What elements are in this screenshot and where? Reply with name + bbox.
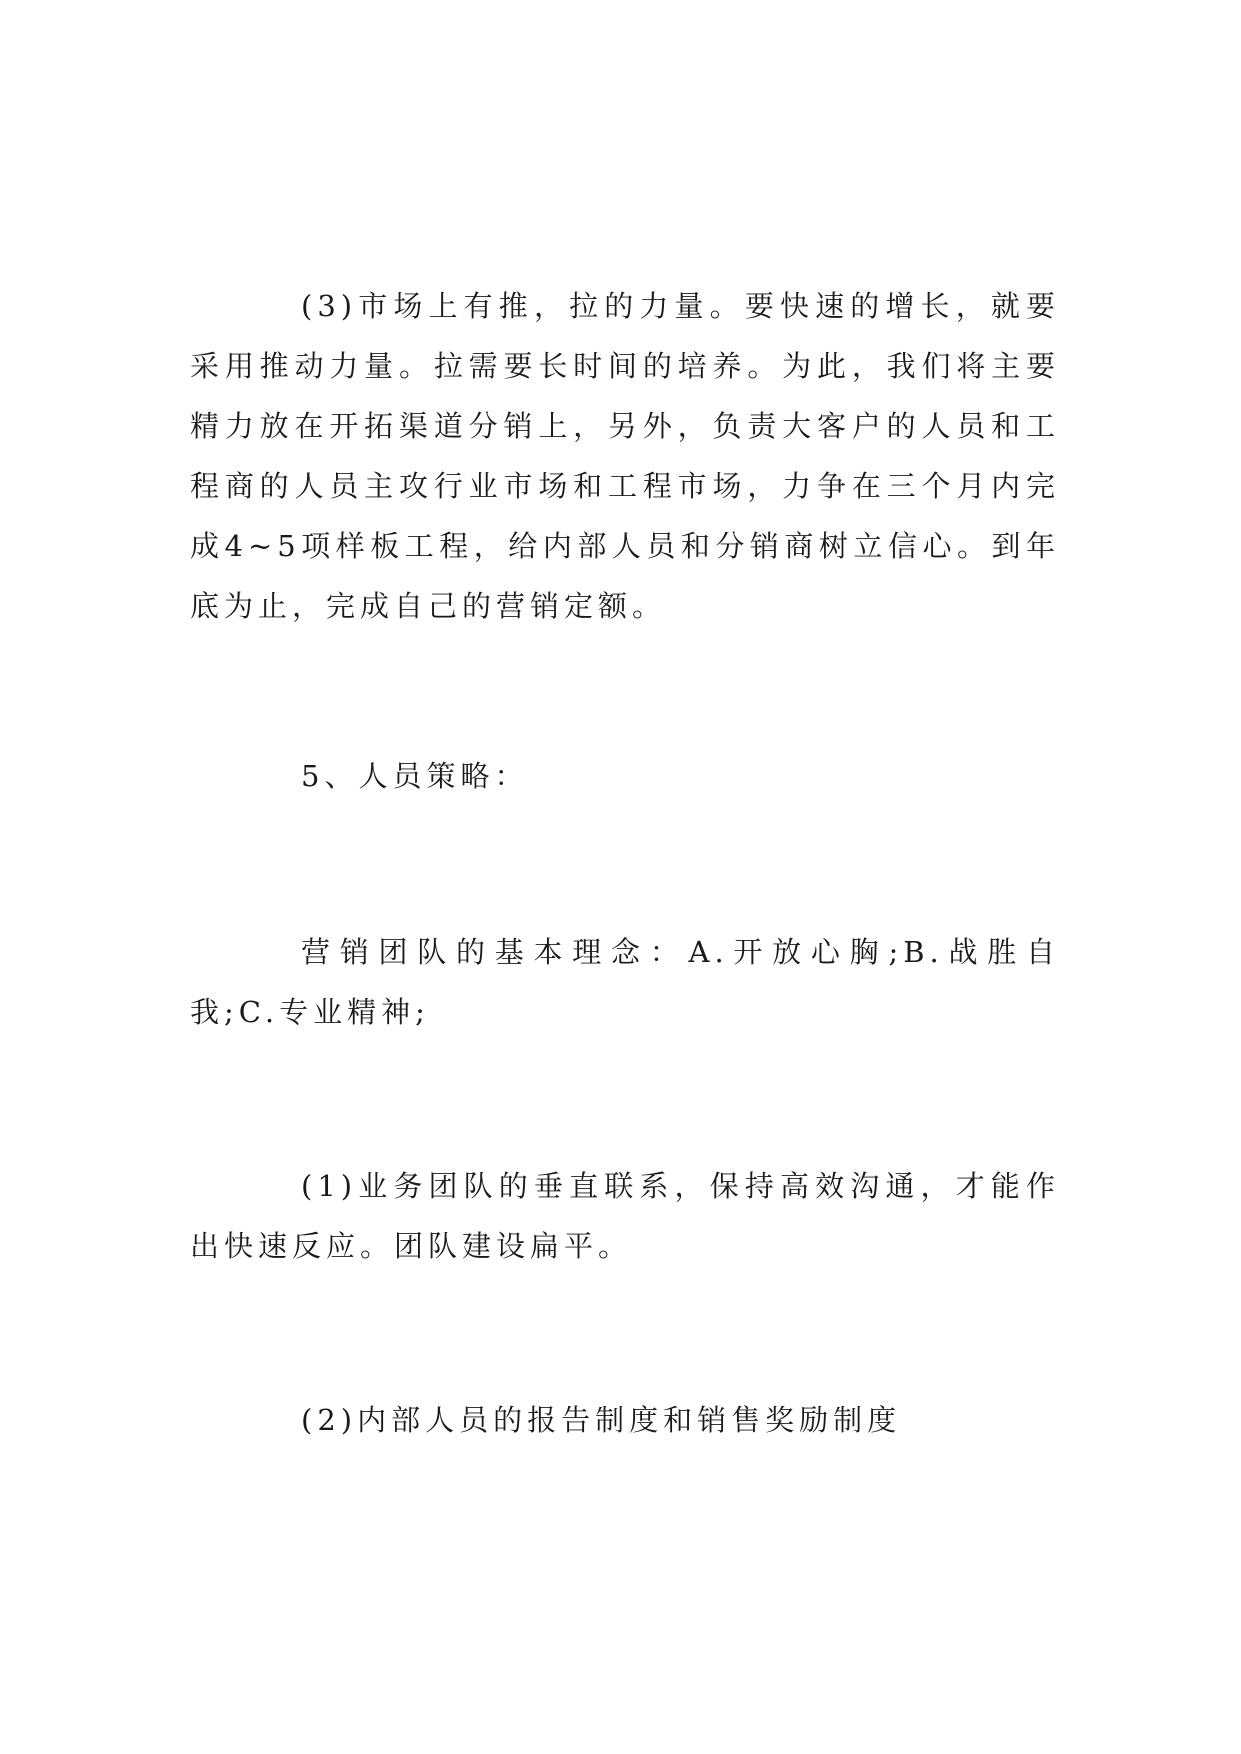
paragraph-team-philosophy: 营销团队的基本理念：A.开放心胸;B.战胜自我;C.专业精神; [190, 935, 1060, 1029]
paragraph-reporting-incentives: (2)内部人员的报告制度和销售奖励制度 [301, 1403, 902, 1437]
section-heading-personnel-strategy: 5、人员策略： [301, 759, 529, 793]
paragraph-vertical-communication: (1)业务团队的垂直联系，保持高效沟通，才能作出快速反应。团队建设扁平。 [190, 1169, 1060, 1263]
paragraph-push-pull-strategy: (3)市场上有推，拉的力量。要快速的增长，就要采用推动力量。拉需要长时间的培养。为此，我们将主要精力放在开拓渠道分销上，另外，负责大客户的人员和工程商的人员主攻行业市场和工程市场，力争在三个月内完成4~5项样板工程，给内部人员和分销商树立信心。到年底为止，完成自己的营销定额。 [190, 289, 1060, 623]
